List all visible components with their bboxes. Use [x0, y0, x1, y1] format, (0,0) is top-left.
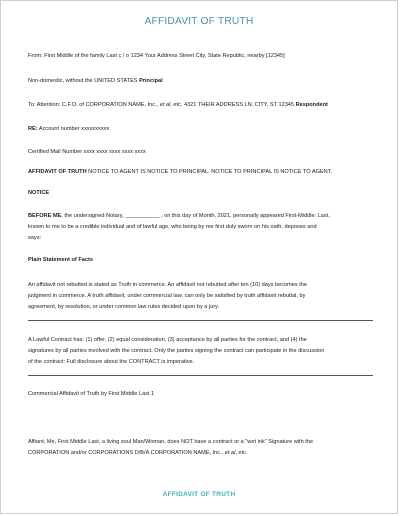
document-footer: AFFIDAVIT OF TRUTH — [162, 491, 236, 498]
re-label: RE: — [28, 126, 38, 132]
from-line: From: First Middle of the family Last c / o 1234 Your Address Street City, State Republic, nearby [12345] — [28, 53, 285, 59]
fact-1-line-1: An affidavit not rebutted is stated as Truth in commerce. An affidavit not rebutted after ten (10) days becomes the — [28, 282, 308, 288]
commercial-affidavit-line: Commercial Affidavit of Truth by First Middle Last 1 — [28, 391, 155, 397]
nondomestic-line — [28, 77, 373, 85]
fact-1-line-3: agreement, by resolution, or under common law rules decided upon by a jury. — [28, 304, 220, 310]
before-me-text: , the undersigned Notary, ___________ , on this day of Month, 2021, personally appeared First-Middle: Last, — [61, 213, 330, 219]
attention-line — [28, 101, 373, 109]
attention-text: To: Attention: C.F.O. of CORPORATION NAME, Inc., — [28, 102, 160, 108]
divider-2 — [28, 375, 373, 376]
before-me-line-2: known to me to be a credible individual and of lawful age, who being by me first duly sworn on his oath, deposes and — [28, 224, 317, 230]
notice-heading: NOTICE — [28, 190, 50, 196]
affidavit-label: AFFIDAVIT OF TRUTH — [28, 169, 87, 175]
affiant-corporation-text: CORPORATION and/or CORPORATIONS D/B/A CORPORATION NAME, Inc., — [28, 450, 225, 456]
affiant-line-2 — [28, 449, 373, 457]
affidavit-notice-line — [28, 168, 373, 176]
principal-label: Principal — [139, 78, 163, 84]
attention-address: , etc. 4321 THEIR ADDRESS LN. CITY, ST 12345 — [170, 102, 296, 108]
nondomestic-text: Non-domestic, without the UNITED STATES — [28, 78, 140, 84]
respondent-label: Respondent — [295, 102, 328, 108]
affidavit-notice-text: NOTICE TO AGENT IS NOTICE TO PRINCIPAL. NOTICE TO PRINCIPAL IS NOTICE TO AGENT. — [86, 169, 333, 175]
fact-2-line-3: of the contract: Full disclosure about the CONTRACT is imperative. — [28, 359, 195, 365]
before-me-line-1 — [28, 212, 373, 220]
fact-2-line-1: A Lawful Contract has: (1) offer, (2) equal consideration, (3) acceptance by all parties for the contract, and (4) the — [28, 337, 307, 343]
divider-1 — [28, 320, 373, 321]
before-me-line-3: says: — [28, 235, 42, 241]
fact-2-line-2: signatures by all parties involved with the contract. Only the parties signing the contract can participate in the discussion — [28, 348, 325, 354]
fact-1-line-2: judgment in commerce. A truth affidavit, under commercial law, can only be satisfied by truth affidavit rebuttal, by — [28, 293, 306, 299]
before-me-label: BEFORE ME — [28, 213, 62, 219]
affiant-etc: , etc. — [235, 450, 248, 456]
certified-mail-line: Certified Mail Number xxxx xxxx xxxx xxxx xxxx — [28, 149, 146, 155]
attention-et-al: et al — [159, 102, 171, 108]
re-line — [28, 125, 373, 133]
account-number: Account number xxxxxxxxxx — [37, 126, 110, 132]
plain-statement-heading: Plain Statement of Facts — [28, 257, 93, 263]
document-title: AFFIDAVIT OF TRUTH — [144, 16, 254, 27]
affiant-et-al: et al — [224, 450, 236, 456]
affiant-line-1: Affiant, Me, First Middle Last, a living soul Man/Woman, does NOT have a contract or a "wet ink" Signature with the — [28, 439, 314, 445]
